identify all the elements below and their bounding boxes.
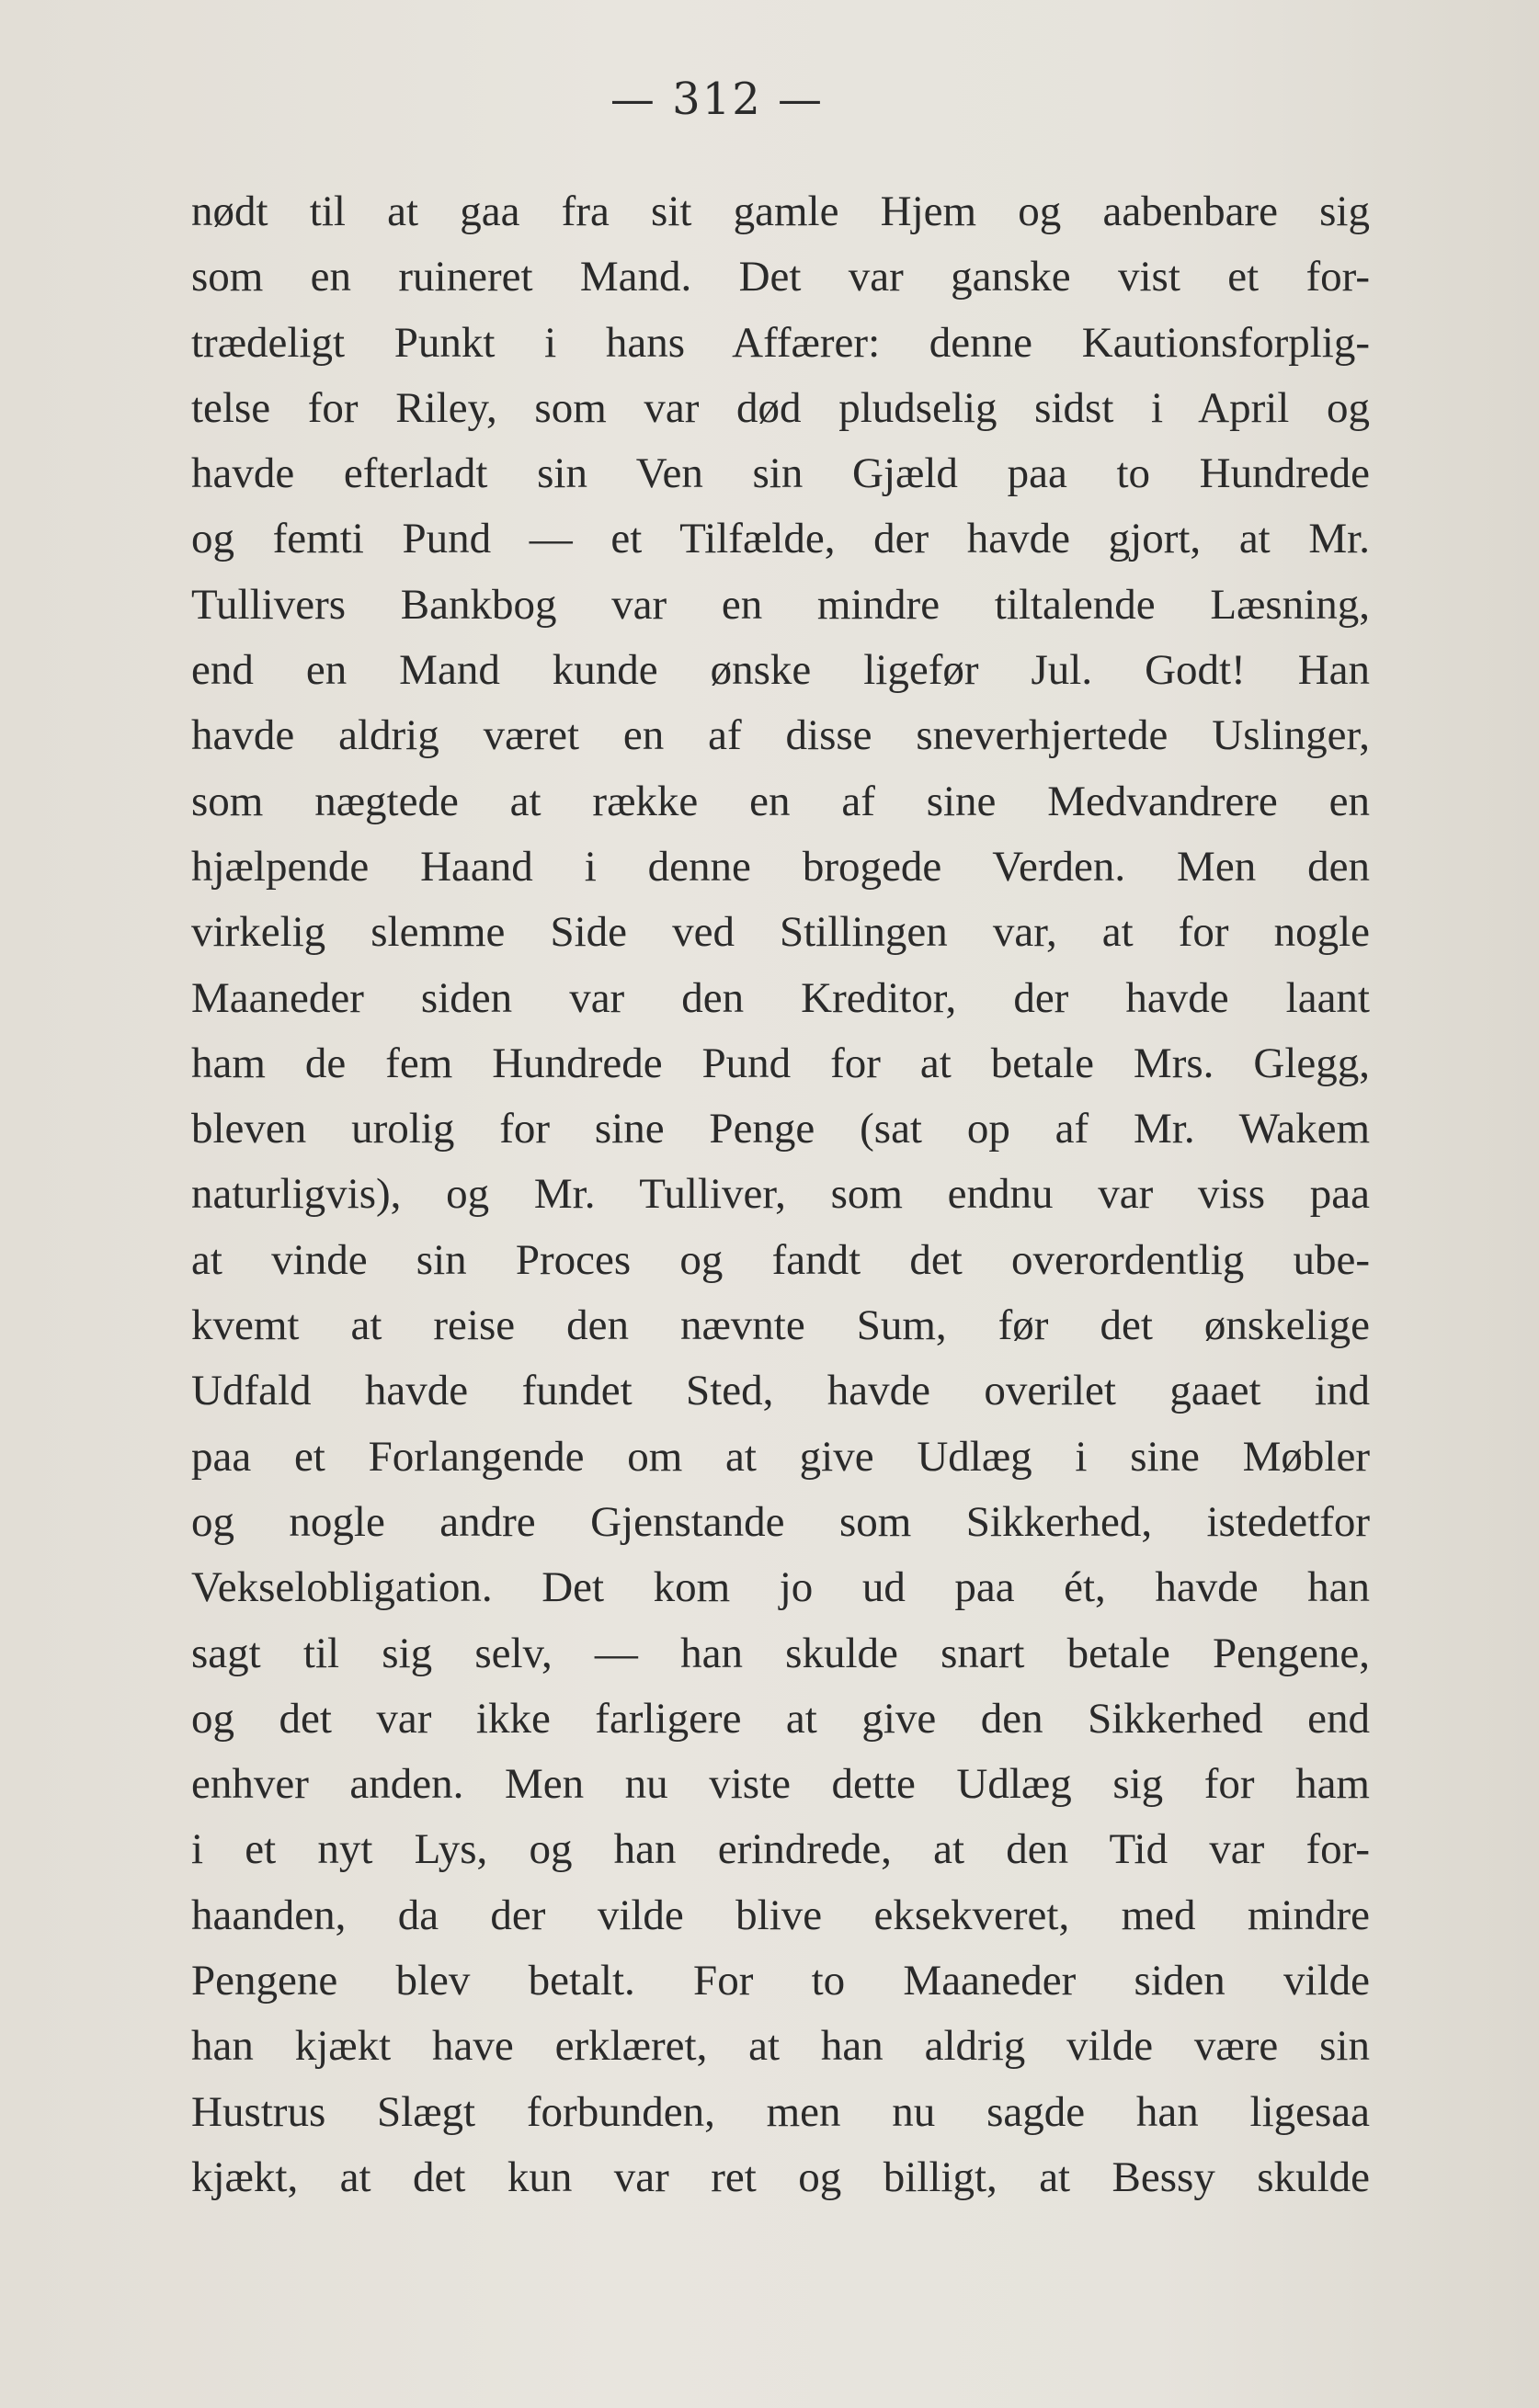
text-line: hjælpende Haand i denne brogede Verden. Men den [191, 842, 1370, 891]
text-line: paa et Forlangende om at give Udlæg i sine Møbler [191, 1432, 1370, 1481]
text-line: haanden, da der vilde blive eksekveret, med mindre [191, 1891, 1370, 1939]
text-line: Pengene blev betalt. For to Maaneder siden vilde [191, 1957, 1370, 2005]
text-line: og det var ikke farligere at give den Sikkerhed end [191, 1694, 1370, 1743]
text-line: og femti Pund — et Tilfælde, der havde gjort, at Mr. [191, 515, 1370, 563]
text-line: som en ruineret Mand. Det var ganske vist et for- [191, 253, 1370, 301]
text-line: naturligvis), og Mr. Tulliver, som endnu var viss paa [191, 1170, 1370, 1219]
text-line: havde aldrig været en af disse sneverhjertede Uslinger, [191, 711, 1370, 760]
text-line: som nægtede at række en af sine Medvandrere en [191, 777, 1370, 825]
text-line: trædeligt Punkt i hans Affærer: denne Kautionsforplig- [191, 318, 1370, 367]
text-line: Maaneder siden var den Kreditor, der havde laant [191, 973, 1370, 1022]
text-line: havde efterladt sin Ven sin Gjæld paa to Hundrede [191, 449, 1370, 498]
text-line: nødt til at gaa fra sit gamle Hjem og aabenbare sig [191, 187, 1370, 235]
text-line: sagt til sig selv, — han skulde snart betale Pengene, [191, 1629, 1370, 1677]
text-line: kvemt at reise den nævnte Sum, før det ønskelige [191, 1301, 1370, 1350]
text-line: at vinde sin Proces og fandt det overordentlig ube- [191, 1235, 1370, 1284]
text-line: Udfald havde fundet Sted, havde overilet gaaet ind [191, 1367, 1370, 1415]
text-line: i et nyt Lys, og han erindrede, at den Tid var for- [191, 1825, 1370, 1874]
text-line: end en Mand kunde ønske ligefør Jul. Godt! Han [191, 646, 1370, 695]
text-line: Hustrus Slægt forbunden, men nu sagde han ligesaa [191, 2087, 1370, 2136]
text-line: Tullivers Bankbog var en mindre tiltalende Læsning, [191, 580, 1370, 629]
text-line: virkelig slemme Side ved Stillingen var, at for nogle [191, 908, 1370, 957]
text-line: enhver anden. Men nu viste dette Udlæg sig for ham [191, 1760, 1370, 1809]
body-text [191, 179, 1370, 2210]
text-line: telse for Riley, som var død pludselig sidst i April og [191, 383, 1370, 432]
text-line: ham de fem Hundrede Pund for at betale Mrs. Glegg, [191, 1039, 1370, 1087]
text-line: kjækt, at det kun var ret og billigt, at Bessy skulde [191, 2152, 1370, 2201]
text-line: han kjækt have erklæret, at han aldrig vilde være sin [191, 2022, 1370, 2071]
page-number: — 312 — [610, 74, 825, 125]
text-line: bleven urolig for sine Penge (sat op af Mr. Wakem [191, 1105, 1370, 1153]
text-line: Vekselobligation. Det kom jo ud paa ét, havde han [191, 1563, 1370, 1612]
text-line: og nogle andre Gjenstande som Sikkerhed, istedetfor [191, 1497, 1370, 1546]
